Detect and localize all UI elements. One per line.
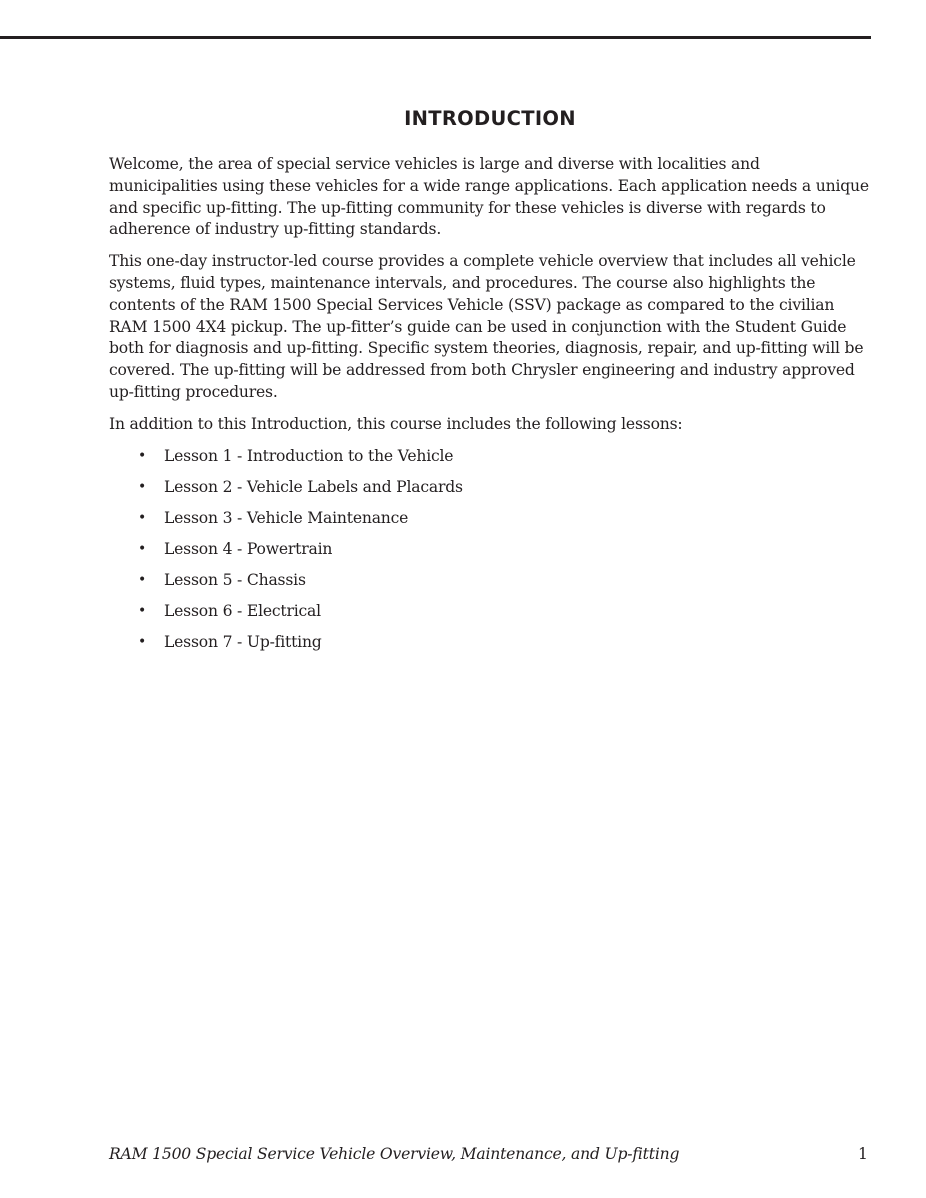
page-number: 1	[858, 1145, 868, 1163]
intro-paragraph-1: Welcome, the area of special service vehicles is large and diverse with localities and municipalities using these vehicles for a wide range applications. Each application needs a unique and specific up-fitting. The up-fitting community for these vehicles is diverse with regards to adherence of industry up-fitting standards.	[109, 155, 869, 239]
intro-paragraph-2: This one-day instructor-led course provides a complete vehicle overview that includes all vehicle systems, fluid types, maintenance intervals, and procedures. The course also highlights the contents of the RAM 1500 Special Services Vehicle (SSV) package as compared to the civilian RAM 1500 4X4 pickup. The up-fitter’s guide can be used in conjunction with the Student Guide both for diagnosis and up-fitting. Specific system theories, diagnosis, repair, and up-fitting will be covered. The up-fitting will be addressed from both Chrysler engineering and industry approved up-fitting procedures.	[109, 252, 864, 401]
body-content	[109, 154, 869, 663]
bullet-icon: •	[138, 447, 147, 464]
lesson-label: Lesson 7 - Up-fitting	[164, 632, 322, 651]
list-item	[109, 632, 869, 653]
list-item	[109, 477, 869, 498]
intro-paragraph-3: In addition to this Introduction, this course includes the following lessons:	[109, 414, 683, 433]
lesson-label: Lesson 5 - Chassis	[164, 570, 306, 589]
lesson-label: Lesson 2 - Vehicle Labels and Placards	[164, 477, 463, 496]
bullet-icon: •	[138, 509, 147, 526]
bullet-icon: •	[138, 571, 147, 588]
lesson-label: Lesson 1 - Introduction to the Vehicle	[164, 446, 454, 465]
list-item	[109, 508, 869, 529]
bullet-icon: •	[138, 478, 147, 495]
bullet-icon: •	[138, 540, 147, 557]
lesson-label: Lesson 6 - Electrical	[164, 601, 321, 620]
list-item	[109, 570, 869, 591]
page-title: INTRODUCTION	[404, 107, 576, 130]
bullet-icon: •	[138, 602, 147, 619]
lesson-label: Lesson 3 - Vehicle Maintenance	[164, 508, 409, 527]
footer-title: RAM 1500 Special Service Vehicle Overview, Maintenance, and Up-fitting	[109, 1145, 680, 1163]
bullet-icon: •	[138, 633, 147, 650]
list-item	[109, 539, 869, 560]
lesson-label: Lesson 4 - Powertrain	[164, 539, 333, 558]
top-rule	[0, 36, 871, 39]
list-item	[109, 601, 869, 622]
lesson-list	[109, 446, 869, 653]
list-item	[109, 446, 869, 467]
